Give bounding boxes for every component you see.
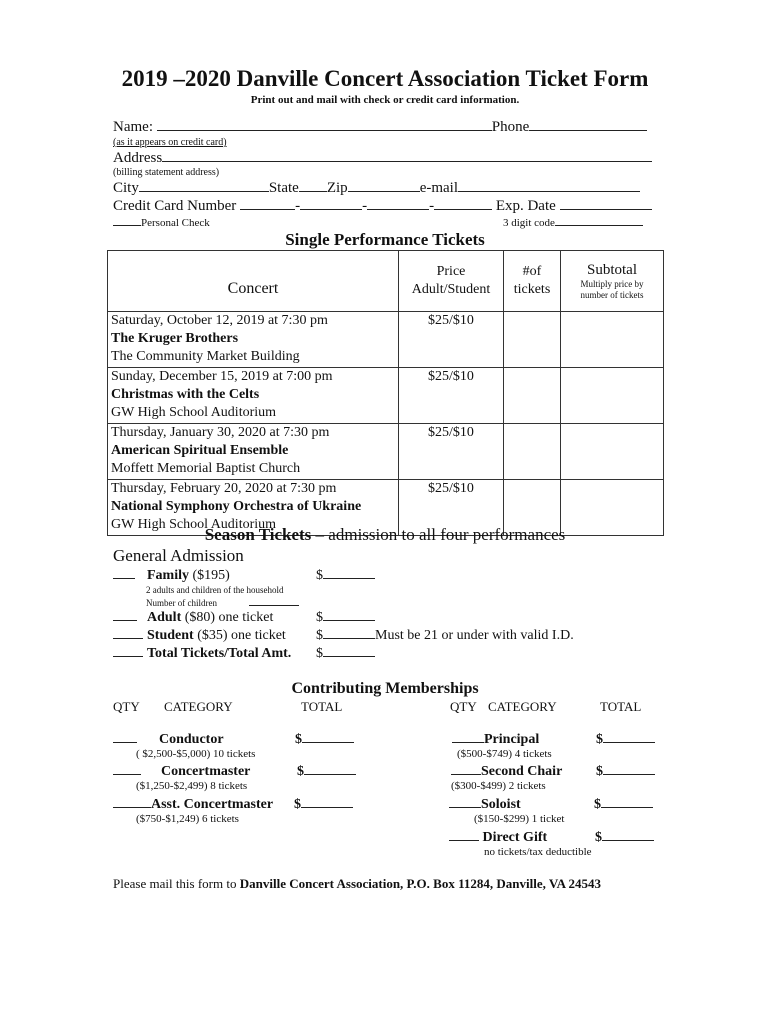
second-chair-total[interactable]: $	[596, 762, 655, 780]
season-heading	[0, 525, 770, 545]
subtotal-header: Subtotal	[586, 262, 637, 278]
personal-check-field[interactable]	[113, 215, 210, 229]
total-row[interactable]	[113, 644, 291, 662]
tickets-cell[interactable]	[504, 424, 561, 480]
table-header	[108, 251, 664, 312]
mail-address: Danville Concert Association, P.O. Box 11284, Danville, VA 24543	[239, 876, 601, 891]
card-label: Credit Card Number	[113, 198, 237, 214]
subtotal-note: Multiply price by	[580, 279, 644, 289]
membership-note: ( $2,500-$5,000) 10 tickets	[136, 748, 256, 760]
code-label: 3 digit code	[503, 217, 555, 229]
family-row[interactable]	[113, 566, 230, 584]
subtotal-note-2: number of tickets	[580, 290, 644, 300]
concert-date: Sunday, December 15, 2019 at 7:00 pm	[111, 369, 333, 384]
subtotal-cell[interactable]	[561, 312, 664, 368]
subtotal-cell[interactable]	[561, 424, 664, 480]
name-label: Name:	[113, 119, 153, 135]
num-header: #of	[522, 264, 542, 279]
membership-note: ($150-$299) 1 ticket	[474, 813, 565, 825]
category-header-right: CATEGORY	[488, 699, 557, 714]
membership-name: Conductor	[159, 732, 224, 747]
concert-venue: The Community Market Building	[111, 349, 300, 364]
price-cell: $25/$10	[399, 480, 504, 536]
total-label: Total Tickets/Total Amt.	[147, 646, 292, 661]
student-price: ($35) one ticket	[193, 628, 286, 643]
concert-venue: GW High School Auditorium	[111, 517, 277, 532]
zip-label: Zip	[326, 180, 348, 196]
concert-artist: American Spiritual Ensemble	[111, 443, 289, 458]
adult-label: Adult	[147, 610, 182, 625]
table-row	[108, 424, 664, 480]
price-header: Price	[436, 264, 466, 279]
tickets-cell[interactable]	[504, 312, 561, 368]
membership-name: Principal	[484, 732, 540, 747]
children-field[interactable]	[146, 597, 299, 608]
concert-artist: National Symphony Orchestra of Ukraine	[111, 499, 362, 514]
name-field[interactable]	[113, 118, 647, 136]
mail-prefix: Please mail this form to	[113, 876, 240, 891]
concertmaster-total[interactable]: $	[297, 762, 356, 780]
city-label: City	[113, 180, 139, 196]
asst-concertmaster-row[interactable]	[113, 795, 273, 813]
family-note: 2 adults and children of the household	[146, 585, 284, 595]
family-price: ($195)	[189, 568, 230, 583]
season-heading-title: Season Tickets	[204, 525, 312, 544]
general-admission-label: General Admission	[113, 546, 244, 565]
season-heading-desc: – admission to all four performances	[311, 525, 566, 544]
family-amount-field[interactable]	[316, 566, 375, 584]
address-label: Address	[113, 150, 163, 166]
price-cell: $25/$10	[399, 312, 504, 368]
price-cell: $25/$10	[399, 368, 504, 424]
second-chair-row[interactable]	[451, 762, 562, 780]
contrib-heading: Contributing Memberships	[291, 680, 479, 697]
student-note: Must be 21 or under with valid I.D.	[375, 628, 574, 643]
membership-note: ($500-$749) 4 tickets	[457, 748, 552, 760]
price-cell: $25/$10	[399, 424, 504, 480]
concert-venue: Moffett Memorial Baptist Church	[111, 461, 301, 476]
table-row	[108, 368, 664, 424]
family-label: Family	[147, 568, 189, 583]
exp-label: Exp. Date	[495, 198, 556, 214]
concert-date: Thursday, January 30, 2020 at 7:30 pm	[111, 425, 330, 440]
membership-name: Second Chair	[481, 764, 563, 779]
student-label: Student	[147, 628, 194, 643]
principal-total[interactable]: $	[596, 730, 655, 748]
soloist-row[interactable]	[449, 795, 521, 813]
membership-note: ($300-$499) 2 tickets	[451, 780, 546, 792]
mailing-instructions	[113, 876, 601, 892]
address-note: (billing statement address)	[113, 167, 220, 178]
email-label: e-mail	[419, 180, 459, 196]
qty-header-left: QTY	[113, 699, 140, 714]
concert-artist: The Kruger Brothers	[111, 331, 239, 346]
table-row	[108, 312, 664, 368]
membership-note: ($1,250-$2,499) 8 tickets	[136, 780, 248, 792]
subtitle: Print out and mail with check or credit card information.	[250, 94, 520, 106]
direct-gift-row[interactable]	[449, 828, 547, 846]
direct-gift-total[interactable]: $	[595, 828, 654, 846]
membership-name: Direct Gift	[482, 830, 548, 845]
adult-price: ($80) one ticket	[181, 610, 274, 625]
adult-row[interactable]	[113, 608, 273, 626]
num-header-sub: tickets	[513, 282, 551, 297]
total-header-left: TOTAL	[301, 699, 343, 714]
name-note: (as it appears on credit card)	[113, 137, 227, 148]
dollar-sign: $	[316, 628, 323, 643]
dollar-sign: $	[316, 610, 323, 625]
dollar-sign: $	[316, 646, 323, 661]
membership-name: Asst. Concertmaster	[151, 797, 274, 812]
total-amount-field[interactable]	[316, 644, 375, 662]
concert-date: Saturday, October 12, 2019 at 7:30 pm	[111, 313, 328, 328]
children-label: Number of children	[146, 598, 217, 608]
tickets-cell[interactable]	[504, 368, 561, 424]
check-label: Personal Check	[141, 217, 210, 229]
student-row[interactable]	[113, 626, 286, 644]
concertmaster-row[interactable]	[113, 762, 250, 780]
total-header-right: TOTAL	[600, 699, 642, 714]
concert-date: Thursday, February 20, 2020 at 7:30 pm	[111, 481, 337, 496]
state-label: State	[268, 180, 299, 196]
adult-amount-field[interactable]	[316, 608, 375, 626]
security-code-field[interactable]	[503, 215, 643, 229]
membership-note: ($750-$1,249) 6 tickets	[136, 813, 239, 825]
student-amount-field[interactable]	[316, 626, 574, 644]
city-state-zip-email-fields[interactable]	[113, 179, 640, 197]
concert-venue: GW High School Auditorium	[111, 405, 277, 420]
conductor-row[interactable]	[113, 730, 224, 748]
category-header-left: CATEGORY	[164, 699, 233, 714]
concert-artist: Christmas with the Celts	[111, 387, 260, 402]
membership-name: Soloist	[481, 797, 521, 812]
phone-label: Phone	[491, 119, 530, 135]
soloist-total[interactable]: $	[594, 795, 653, 813]
page-title: 2019 –2020 Danville Concert Association Ticket Form	[121, 66, 649, 91]
credit-card-field[interactable]: Credit Card Number - - - Exp. Date	[113, 197, 652, 215]
conductor-total[interactable]: $	[295, 730, 354, 748]
concert-header: Concert	[108, 251, 399, 312]
dollar-sign: $	[316, 568, 323, 583]
asst-concertmaster-total[interactable]: $	[294, 795, 353, 813]
subtotal-cell[interactable]	[561, 368, 664, 424]
address-field[interactable]	[113, 149, 652, 167]
qty-header-right: QTY	[450, 699, 477, 714]
single-heading: Single Performance Tickets	[285, 230, 485, 249]
single-tickets-table	[107, 250, 664, 536]
principal-row[interactable]	[452, 730, 539, 748]
price-header-sub: Adult/Student	[411, 282, 491, 297]
membership-note: no tickets/tax deductible	[484, 846, 592, 858]
membership-name: Concertmaster	[161, 764, 251, 779]
